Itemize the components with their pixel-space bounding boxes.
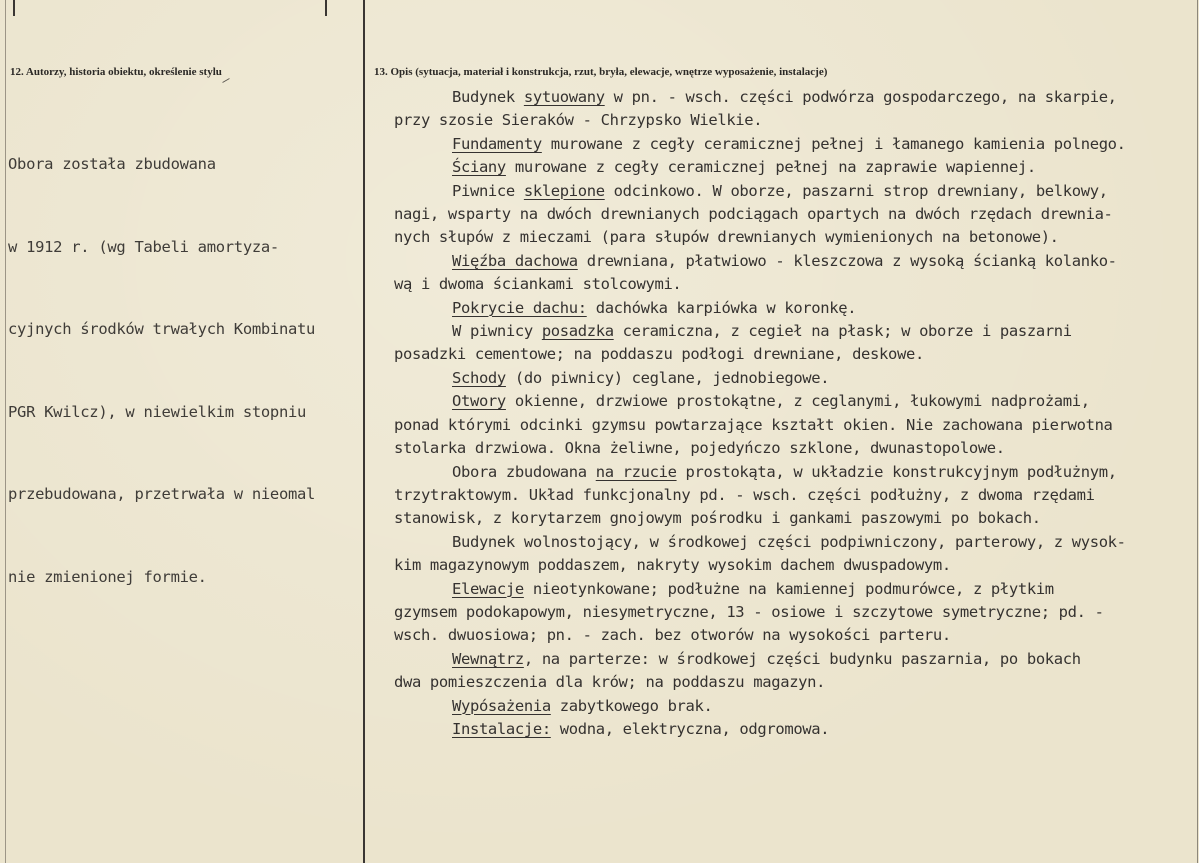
section-13-body bbox=[394, 86, 1194, 741]
text-line: nych słupów z mieczami (para słupów drewnianych wymienionych na betonowe). bbox=[394, 228, 1059, 247]
text-line bbox=[394, 390, 1194, 413]
text-line bbox=[394, 578, 1194, 601]
underlined-term: sytuowany bbox=[523, 88, 605, 106]
text-line: dwa pomieszczenia dla krów; na poddaszu magazyn. bbox=[394, 673, 826, 692]
text-line: cyjnych środków trwałych Kombinatu bbox=[8, 320, 316, 338]
line-rest: nieotynkowane; podłużne na kamiennej podmurówce, z płytkim bbox=[523, 579, 1054, 598]
text-line: posadzki cementowe; na poddaszu podłogi drewniane, deskowe. bbox=[394, 345, 924, 364]
line-rest: odcinkowo. W oborze, paszarni strop drewniany, belkowy, bbox=[604, 181, 1108, 200]
top-stub bbox=[363, 0, 365, 16]
underlined-term: Otwory bbox=[452, 392, 506, 411]
top-stub bbox=[13, 0, 15, 16]
section-12-body bbox=[8, 96, 358, 646]
description-paragraph bbox=[394, 156, 1194, 179]
description-paragraph bbox=[394, 86, 1194, 133]
text-line: PGR Kwilcz), w niewielkim stopniu bbox=[8, 402, 307, 421]
line-rest: w pn. - wsch. części podwórza gospodarczego, na skarpie, bbox=[604, 88, 1117, 106]
text-line: nie zmienionej formie. bbox=[8, 567, 207, 586]
paragraph-lead: Piwnice bbox=[452, 181, 524, 200]
line-rest: , na parterze: w środkowej części budynku paszarnia, po bokach bbox=[523, 649, 1081, 668]
underlined-term: sklepione bbox=[523, 181, 605, 200]
text-line bbox=[394, 133, 1194, 156]
line-rest: wodna, elektryczna, odgromowa. bbox=[550, 719, 830, 738]
text-line bbox=[394, 250, 1194, 273]
underlined-term: Fundamenty bbox=[452, 134, 542, 153]
paragraph-lead: Obora zbudowana bbox=[452, 462, 596, 481]
line-rest: murowane z cegły ceramicznej pełnej na zaprawie wapiennej. bbox=[505, 158, 1036, 177]
text-line bbox=[394, 531, 1194, 554]
line-rest: okienne, drzwiowe prostokątne, z ceglanymi, łukowymi nadprożami, bbox=[505, 392, 1090, 411]
paragraph-lead: Budynek bbox=[452, 88, 524, 106]
text-line: przy szosie Sieraków - Chrzypsko Wielkie. bbox=[394, 111, 763, 130]
text-line bbox=[394, 461, 1194, 484]
underlined-term: na rzucie bbox=[595, 462, 677, 481]
line-rest: ceramiczna, z cegieł na płask; w oborze i paszarni bbox=[613, 322, 1072, 341]
paragraph-lead: W piwnicy bbox=[452, 322, 542, 341]
paragraph-lead: Budynek wolnostojący, w środkowej części podpiwniczony, parterowy, z wysok- bbox=[452, 532, 1126, 551]
underlined-term: Wewnątrz bbox=[452, 649, 524, 668]
line-rest: drewniana, płatwiowo - kleszczowa z wysoką ścianką kolanko- bbox=[577, 251, 1117, 270]
description-paragraph bbox=[394, 297, 1194, 320]
text-line: wą i dwoma ściankami stolcowymi. bbox=[394, 275, 682, 294]
underlined-term: Więźba dachowa bbox=[452, 251, 578, 270]
description-paragraph bbox=[394, 718, 1194, 741]
description-paragraph bbox=[394, 578, 1194, 648]
left-edge-rule bbox=[5, 0, 6, 863]
text-line bbox=[394, 718, 1194, 741]
description-paragraph bbox=[394, 250, 1194, 297]
text-line: wsch. dwuosiowa; pn. - zach. bez otworów na wysokości parteru. bbox=[394, 626, 951, 645]
text-line bbox=[394, 180, 1194, 203]
description-paragraph bbox=[394, 390, 1194, 460]
underlined-term: Pokrycie dachu: bbox=[452, 298, 587, 317]
top-stub bbox=[325, 0, 327, 16]
pen-mark bbox=[222, 78, 229, 83]
top-band bbox=[0, 0, 1199, 46]
text-line: nagi, wsparty na dwóch drewnianych podciągach opartych na dwóch rzędach drewnia- bbox=[394, 205, 1113, 224]
underlined-term: Schody bbox=[452, 368, 506, 387]
underlined-term: Wypósażenia bbox=[452, 696, 551, 715]
text-line: przebudowana, przetrwała w nieomal bbox=[8, 485, 316, 503]
line-rest: zabytkowego brak. bbox=[550, 696, 713, 715]
text-line: kim magazynowym poddaszem, nakryty wysokim dachem dwuspadowym. bbox=[394, 556, 951, 575]
text-line: trzytraktowym. Układ funkcjonalny pd. - wsch. części podłużny, z dwoma rzędami bbox=[394, 485, 1095, 504]
description-paragraph bbox=[394, 461, 1194, 531]
right-edge-rule bbox=[1197, 0, 1198, 863]
description-paragraph bbox=[394, 531, 1194, 578]
text-line bbox=[394, 86, 1194, 109]
description-paragraph bbox=[394, 180, 1194, 250]
description-paragraph bbox=[394, 648, 1194, 695]
description-paragraph bbox=[394, 133, 1194, 156]
text-line: gzymsem podokapowym, niesymetryczne, 13 - osiowe i szczytowe symetryczne; pd. - bbox=[394, 602, 1104, 621]
text-line bbox=[394, 367, 1194, 390]
text-line bbox=[394, 648, 1194, 671]
underlined-term: posadzka bbox=[541, 322, 614, 341]
underlined-term: Instalacje: bbox=[452, 719, 551, 738]
column-divider bbox=[363, 0, 365, 863]
text-line: Obora została zbudowana bbox=[8, 155, 216, 173]
line-rest: prostokąta, w układzie konstrukcyjnym podłużnym, bbox=[676, 462, 1117, 481]
text-line bbox=[394, 156, 1194, 179]
section-12-heading: 12. Autorzy, historia obiektu, określenie stylu bbox=[10, 66, 222, 78]
section-13-heading: 13. Opis (sytuacja, materiał i konstrukcja, rzut, bryła, elewacje, wnętrze wyposażenie, instalacje) bbox=[374, 66, 828, 78]
line-rest: murowane z cegły ceramicznej pełnej i łamanego kamienia polnego. bbox=[541, 134, 1126, 153]
description-paragraph bbox=[394, 367, 1194, 390]
underlined-term: Elewacje bbox=[452, 579, 524, 598]
text-line: stanowisk, z korytarzem gnojowym pośrodku i gankami paszowymi po bokach. bbox=[394, 509, 1041, 528]
underlined-term: Ściany bbox=[452, 158, 506, 177]
text-line bbox=[394, 297, 1194, 320]
text-line: w 1912 r. (wg Tabeli amortyza- bbox=[8, 237, 279, 256]
text-line bbox=[394, 320, 1194, 343]
description-paragraph bbox=[394, 320, 1194, 367]
line-rest: (do piwnicy) ceglane, jednobiegowe. bbox=[505, 368, 830, 387]
text-line bbox=[394, 695, 1194, 718]
text-line: stolarka drzwiowa. Okna żeliwne, pojedyńczo szklone, dwunastopolowe. bbox=[394, 439, 1005, 458]
text-line: ponad którymi odcinki gzymsu powtarzające kształt okien. Nie zachowana pierwotna bbox=[394, 415, 1113, 434]
description-paragraph bbox=[394, 695, 1194, 718]
line-rest: dachówka karpiówka w koronkę. bbox=[586, 298, 857, 317]
